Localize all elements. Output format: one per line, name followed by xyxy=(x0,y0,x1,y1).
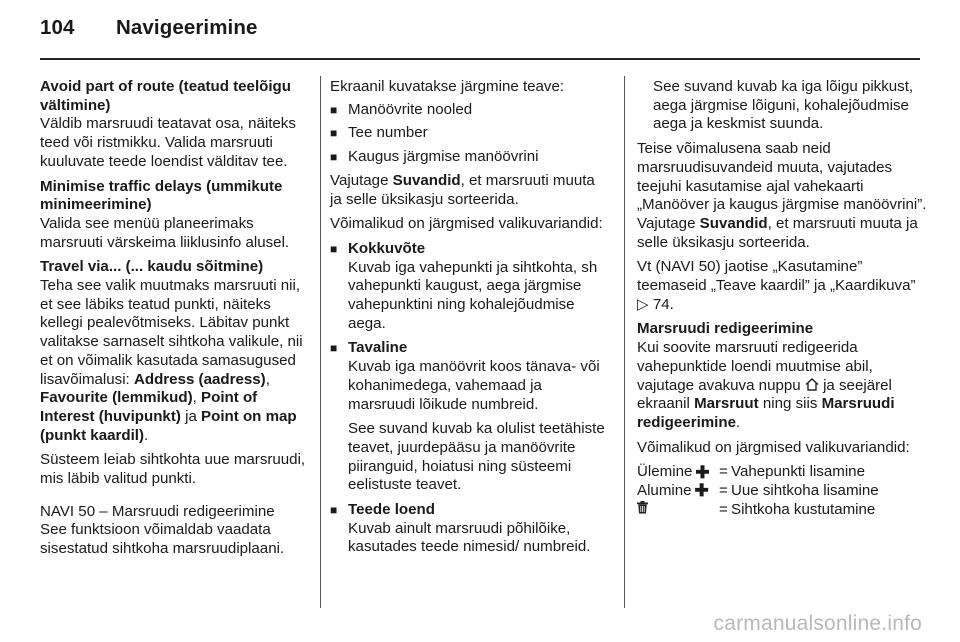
text: ja seejärel ekraanil xyxy=(637,376,892,413)
bullet-item xyxy=(330,339,608,358)
section-route-edit xyxy=(637,320,927,432)
watermark: carmanualsonline.info xyxy=(713,612,922,635)
separator: , xyxy=(192,389,197,407)
header-rule xyxy=(40,58,920,60)
separator: ja xyxy=(180,407,202,425)
option-name: Suvandid xyxy=(699,214,768,232)
legend-key-text: Ülemine xyxy=(637,463,693,481)
option-name: Marsruut xyxy=(694,395,759,413)
column-divider xyxy=(320,76,321,608)
bullet-icon: ■ xyxy=(330,126,338,141)
legend-key xyxy=(637,482,719,501)
legend-key-text: Alumine xyxy=(637,482,692,500)
option-poi: Point of Interest (huvipunkt) xyxy=(40,389,258,425)
bullet-icon: ■ xyxy=(330,102,338,117)
bullet-icon: ■ xyxy=(330,503,338,518)
option-name: Marsruudi redigeerimine xyxy=(637,395,895,431)
bullet-text: Tee number xyxy=(348,124,428,142)
paragraph xyxy=(637,258,927,314)
plus-icon: ✚ xyxy=(694,481,709,501)
legend-key xyxy=(637,501,719,520)
bullet-icon: ■ xyxy=(330,150,338,165)
section-body: See funktsioon võimaldab vaadata sisestatud sihtkoha marsruudiplaani. xyxy=(40,521,285,558)
option-favourite: Favourite (lemmikud) xyxy=(40,389,193,407)
legend-value: Sihtkoha kustutamine xyxy=(731,500,876,518)
page-ref-icon: ▷ xyxy=(637,295,649,313)
plus-icon: ✚ xyxy=(695,462,710,482)
section-travel-via xyxy=(40,258,312,445)
paragraph: Kuvab iga vahepunkti ja sihtkohta, sh vahepunkti kaugust, aega järgmise vahepunktini ning kohalejõudmise aega. xyxy=(348,258,598,332)
text: ning siis xyxy=(758,395,818,413)
equals: = xyxy=(719,482,728,500)
page-number: 104 xyxy=(40,16,75,39)
section-title: Marsruudi redigeerimine xyxy=(637,320,814,338)
legend-key xyxy=(637,463,719,482)
legend-row xyxy=(637,463,927,482)
bullet-item xyxy=(330,101,608,120)
legend-value: Uue sihtkoha lisamine xyxy=(731,482,879,500)
paragraph xyxy=(330,172,608,209)
paragraph xyxy=(637,140,927,252)
section-title: Avoid part of route (teatud teelõigu vältimine) xyxy=(40,78,291,114)
paragraph: Võimalikud on järgmised valikuvariandid: xyxy=(637,438,910,456)
section-body: Teha see valik muutmaks marsruuti nii, et see läbiks teatud punkti, näiteks kellegi pealevõtmiseks. Läbitav punkt valitakse sarnaselt sihtkoha valikule, nii et on võimalik kasutada samasugused lisavõimalusi: xyxy=(40,277,303,388)
section-minimise-delays xyxy=(40,178,312,253)
column-3 xyxy=(637,78,927,519)
legend-row xyxy=(637,482,927,501)
page-ref: 74. xyxy=(652,295,674,313)
text: Kui soovite marsruuti redigeerida vahepunktide loendi muutmise abil, vajutage avakuva nuppu xyxy=(637,339,873,394)
option-title: Teede loend xyxy=(348,501,435,519)
separator: . xyxy=(144,426,149,444)
section-body: Valida see menüü planeerimaks marsruuti värskeima liiklusinfo alusel. xyxy=(40,214,290,251)
paragraph: Kuvab iga manöövrit koos tänava- või kohanimedega, vahemaad ja marsruudi lõikude numbreid. xyxy=(348,358,600,413)
text: . xyxy=(736,413,741,431)
text: , et marsruuti muuta ja selle üksikasju sorteerida. xyxy=(637,214,918,251)
option-name: Suvandid xyxy=(392,171,461,189)
section-body: Väldib marsruudi teatavat osa, näiteks teed või ristmikku. Valida marsruuti kuuluvate teede loendist välditav tee. xyxy=(40,115,296,170)
option-desc xyxy=(330,520,608,557)
section-title: NAVI 50 – Marsruudi redigeerimine xyxy=(40,502,275,520)
section-navi50-edit xyxy=(40,503,312,559)
text: , et marsruuti muuta ja selle üksikasju sorteerida. xyxy=(330,171,595,208)
column-2 xyxy=(330,78,608,563)
option-desc xyxy=(330,358,608,495)
bullet-item xyxy=(330,501,608,520)
bullet-item xyxy=(330,240,608,259)
legend xyxy=(637,463,927,519)
trash-icon xyxy=(637,501,648,520)
legend-row xyxy=(637,501,927,520)
bullet-item xyxy=(330,148,608,167)
separator: , xyxy=(265,370,270,388)
chapter-title: Navigeerimine xyxy=(116,16,258,39)
option-address: Address (aadress) xyxy=(133,370,266,388)
text: Teise võimalusena saab neid marsruudisuvandeid muuta, vajutades teejuhi kasutamise ajal vahekaarti „Manööver ja kaugus järgmise manöövrini”. Vajutage xyxy=(637,140,927,232)
page-header xyxy=(40,16,257,40)
option-desc xyxy=(330,259,608,334)
paragraph: Ekraanil kuvatakse järgmine teave: xyxy=(330,78,565,95)
section-avoid-route xyxy=(40,78,312,172)
equals: = xyxy=(719,463,728,481)
text: Vajutage xyxy=(330,171,393,189)
paragraph: Süsteem leiab sihtkohta uue marsruudi, mis läbib valitud punkti. xyxy=(40,451,306,488)
option-point-on-map: Point on map (punkt kaardil) xyxy=(40,407,297,444)
column-divider xyxy=(624,76,625,608)
option-title: Tavaline xyxy=(348,339,408,357)
bullet-icon: ■ xyxy=(330,341,338,356)
section-title: Minimise traffic delays (ummikute minimeerimine) xyxy=(40,177,283,214)
column-1 xyxy=(40,78,312,565)
bullet-text: Manöövrite nooled xyxy=(348,100,473,118)
paragraph: Võimalikud on järgmised valikuvariandid: xyxy=(330,215,603,233)
equals: = xyxy=(719,500,728,518)
option-title: Kokkuvõte xyxy=(348,239,426,257)
home-icon xyxy=(805,377,823,394)
paragraph: See suvand kuvab ka olulist teetähiste teavet, juurdepääsu ja manöövrite piiranguid, hoiatusi ning süsteemi eelistuste teavet. xyxy=(348,420,605,494)
option-desc-cont xyxy=(637,78,927,134)
bullet-icon: ■ xyxy=(330,241,338,256)
text: Vt (NAVI 50) jaotise „Kasutamine” teemaseid „Teave kaardil” ja „Kaardikuva” xyxy=(637,258,916,295)
bullet-item xyxy=(330,124,608,143)
bullet-text: Kaugus järgmise manöövrini xyxy=(348,148,539,166)
paragraph: Kuvab ainult marsruudi põhilõike, kasutades teede nimesid/ numbreid. xyxy=(348,519,591,556)
section-title: Travel via... (... kaudu sõitmine) xyxy=(40,258,264,276)
paragraph: See suvand kuvab ka iga lõigu pikkust, aega järgmise lõiguni, kohalejõudmise aega ja keskmist suunda. xyxy=(653,78,914,133)
legend-value: Vahepunkti lisamine xyxy=(731,463,865,481)
